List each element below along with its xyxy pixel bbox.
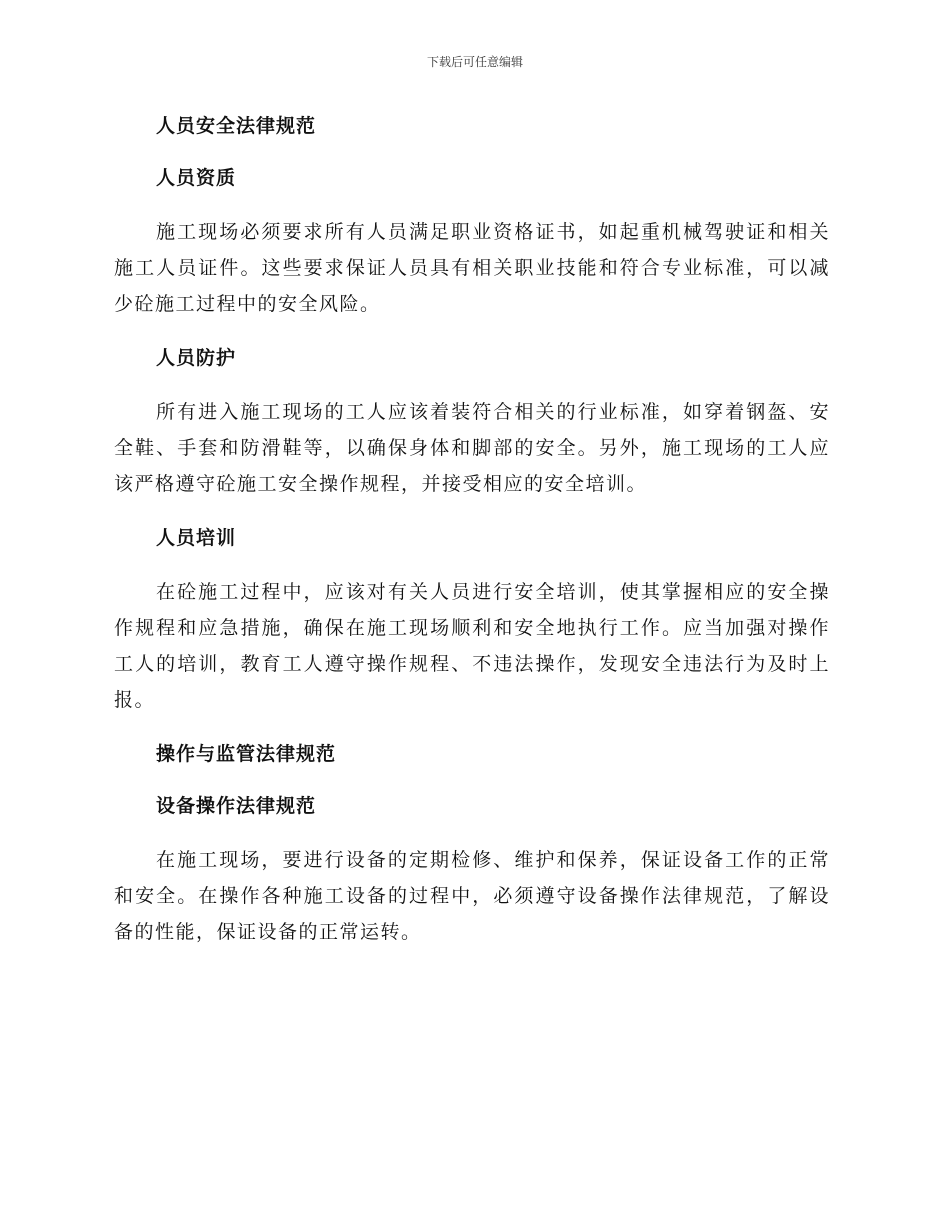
paragraph-qualification: 施工现场必须要求所有人员满足职业资格证书，如起重机械驾驶证和相关施工人员证件。这些要求保证人员具有相关职业技能和符合专业标准，可以减少砼施工过程中的安全风险。: [114, 221, 830, 315]
subheading-qualification: 人员资质: [156, 167, 237, 189]
subheading-equipment-operation: 设备操作法律规范: [156, 795, 317, 817]
page-header: 下载后可任意编辑: [426, 55, 523, 69]
paragraph-equipment-operation: 在施工现场，要进行设备的定期检修、维护和保养，保证设备工作的正常和安全。在操作各种施工设备的过程中，必须遵守设备操作法律规范，了解设备的性能，保证设备的正常运转。: [114, 849, 830, 943]
section-heading-operation-supervision: 操作与监管法律规范: [156, 743, 337, 765]
paragraph-training: 在砼施工过程中，应该对有关人员进行安全培训，使其掌握相应的安全操作规程和应急措施，确保在施工现场顺利和安全地执行工作。应当加强对操作工人的培训，教育工人遵守操作规程、不违法操作，发现安全违法行为及时上报。: [114, 581, 830, 711]
paragraph-protection: 所有进入施工现场的工人应该着装符合相关的行业标准，如穿着钢盔、安全鞋、手套和防滑鞋等，以确保身体和脚部的安全。另外，施工现场的工人应该严格遵守砼施工安全操作规程，并接受相应的安全培训。: [114, 401, 830, 495]
section-heading-personnel-safety: 人员安全法律规范: [156, 115, 317, 137]
subheading-protection: 人员防护: [156, 347, 237, 369]
document-body: [114, 110, 830, 950]
subheading-training: 人员培训: [156, 527, 237, 549]
